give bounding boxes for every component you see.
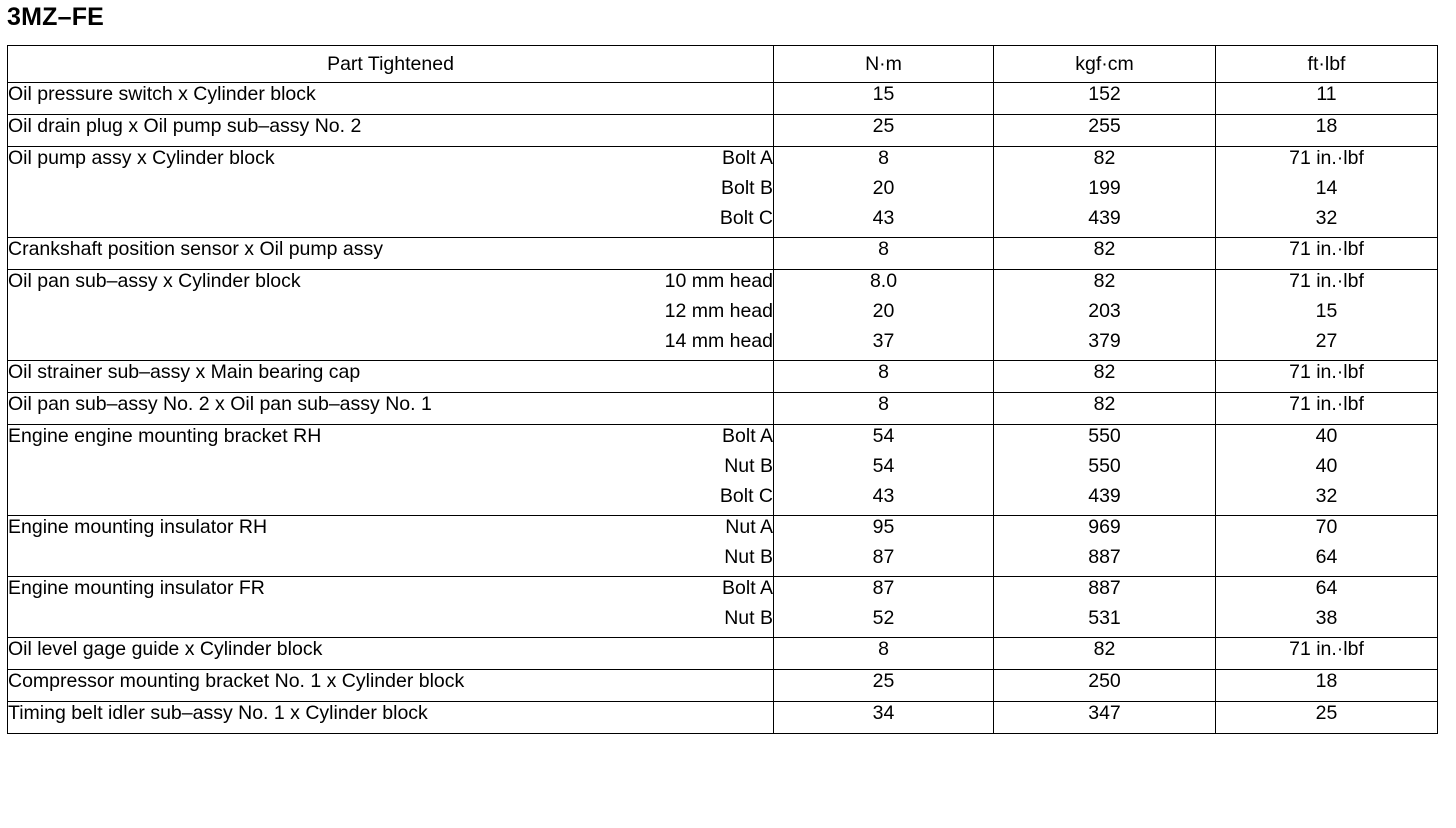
nm-cell [774, 238, 994, 270]
nm-cell [774, 425, 994, 516]
part-name: Oil strainer sub–assy x Main bearing cap [8, 361, 361, 383]
part-name: Oil level gage guide x Cylinder block [8, 638, 323, 660]
table-row [8, 702, 1438, 734]
nm-value: 15 [872, 83, 895, 105]
ftlbf-value: 32 [1315, 207, 1338, 229]
kgfcm-cell [994, 425, 1216, 516]
ftlbf-value: 32 [1315, 485, 1338, 507]
part-sub-label: Nut A [725, 516, 773, 538]
ftlbf-cell [1216, 516, 1438, 577]
kgfcm-value: 887 [1088, 546, 1121, 568]
ftlbf-value: 40 [1315, 455, 1338, 477]
torque-spec-table [7, 45, 1438, 734]
kgfcm-value: 199 [1088, 177, 1121, 199]
ftlbf-value: 18 [1315, 670, 1338, 692]
ftlbf-cell [1216, 147, 1438, 238]
part-sub-label: Bolt A [722, 425, 773, 447]
kgfcm-value: 255 [1088, 115, 1121, 137]
table-row [8, 516, 1438, 577]
nm-cell [774, 361, 994, 393]
kgfcm-value: 203 [1088, 300, 1121, 322]
part-cell [8, 83, 774, 115]
kgfcm-cell [994, 115, 1216, 147]
ftlbf-cell [1216, 115, 1438, 147]
part-name: Compressor mounting bracket No. 1 x Cylinder block [8, 670, 465, 692]
part-sub-label: 10 mm head [664, 270, 773, 292]
nm-value: 52 [872, 607, 895, 629]
header-kgfcm: kgf·cm [994, 46, 1216, 83]
nm-value: 87 [872, 577, 895, 599]
part-sub-list [665, 270, 773, 360]
kgfcm-value: 82 [1093, 638, 1116, 660]
part-sub-label: 12 mm head [664, 300, 773, 322]
part-sub-list [720, 147, 773, 237]
nm-value: 87 [872, 546, 895, 568]
nm-cell [774, 147, 994, 238]
part-cell [8, 577, 774, 638]
nm-value: 20 [872, 177, 895, 199]
part-cell [8, 270, 774, 361]
ftlbf-value: 70 [1315, 516, 1338, 538]
kgfcm-cell [994, 238, 1216, 270]
kgfcm-cell [994, 361, 1216, 393]
table-row [8, 270, 1438, 361]
ftlbf-value: 18 [1315, 115, 1338, 137]
nm-cell [774, 115, 994, 147]
kgfcm-value: 250 [1088, 670, 1121, 692]
part-sub-list [724, 516, 773, 576]
table-row [8, 670, 1438, 702]
part-sub-label: Nut B [724, 455, 773, 477]
nm-cell [774, 516, 994, 577]
kgfcm-cell [994, 393, 1216, 425]
kgfcm-value: 152 [1088, 83, 1121, 105]
part-cell [8, 638, 774, 670]
ftlbf-cell [1216, 425, 1438, 516]
kgfcm-value: 887 [1088, 577, 1121, 599]
ftlbf-value: 25 [1315, 702, 1338, 724]
kgfcm-cell [994, 83, 1216, 115]
kgfcm-cell [994, 670, 1216, 702]
kgfcm-cell [994, 577, 1216, 638]
part-name: Oil drain plug x Oil pump sub–assy No. 2 [8, 115, 362, 137]
kgfcm-value: 82 [1093, 361, 1116, 383]
ftlbf-value: 15 [1315, 300, 1338, 322]
table-row [8, 577, 1438, 638]
ftlbf-cell [1216, 238, 1438, 270]
ftlbf-value: 11 [1316, 83, 1337, 105]
part-name: Engine mounting insulator RH [8, 516, 268, 538]
kgfcm-cell [994, 638, 1216, 670]
part-cell [8, 393, 774, 425]
ftlbf-cell [1216, 361, 1438, 393]
nm-value: 25 [872, 115, 895, 137]
header-part-tightened: Part Tightened [8, 46, 774, 83]
kgfcm-value: 82 [1093, 147, 1116, 169]
table-row [8, 425, 1438, 516]
nm-cell [774, 83, 994, 115]
ftlbf-value: 40 [1315, 425, 1338, 447]
nm-value: 54 [872, 455, 895, 477]
kgfcm-value: 82 [1093, 393, 1116, 415]
ftlbf-cell [1216, 83, 1438, 115]
kgfcm-value: 550 [1088, 425, 1121, 447]
kgfcm-cell [994, 147, 1216, 238]
table-row [8, 638, 1438, 670]
part-cell [8, 516, 774, 577]
nm-value: 8 [878, 147, 889, 169]
ftlbf-value: 71 in.·lbf [1289, 270, 1364, 292]
nm-value: 8 [878, 638, 889, 660]
ftlbf-value: 27 [1315, 330, 1338, 352]
table-row [8, 115, 1438, 147]
kgfcm-value: 969 [1088, 516, 1121, 538]
part-sub-list [722, 577, 773, 637]
ftlbf-cell [1216, 702, 1438, 734]
nm-value: 34 [872, 702, 895, 724]
part-name: Oil pan sub–assy x Cylinder block [8, 270, 301, 292]
ftlbf-cell [1216, 270, 1438, 361]
part-sub-label: Bolt A [722, 147, 773, 169]
kgfcm-value: 439 [1088, 485, 1121, 507]
header-ftlbf: ft·lbf [1216, 46, 1438, 83]
ftlbf-cell [1216, 577, 1438, 638]
part-cell [8, 702, 774, 734]
kgfcm-value: 531 [1088, 607, 1121, 629]
part-sub-label: Bolt C [719, 485, 773, 507]
part-cell [8, 147, 774, 238]
table-row [8, 147, 1438, 238]
part-name: Timing belt idler sub–assy No. 1 x Cylinder block [8, 702, 428, 724]
ftlbf-cell [1216, 670, 1438, 702]
nm-cell [774, 702, 994, 734]
part-name: Oil pan sub–assy No. 2 x Oil pan sub–assy No. 1 [8, 393, 432, 415]
kgfcm-value: 347 [1088, 702, 1121, 724]
kgfcm-cell [994, 702, 1216, 734]
nm-value: 20 [872, 300, 895, 322]
nm-value: 37 [872, 330, 895, 352]
part-sub-label: Nut B [724, 546, 773, 568]
ftlbf-cell [1216, 393, 1438, 425]
part-sub-label: 14 mm head [664, 330, 773, 352]
kgfcm-value: 82 [1093, 270, 1116, 292]
nm-value: 8 [878, 361, 889, 383]
ftlbf-value: 38 [1315, 607, 1338, 629]
part-name: Oil pump assy x Cylinder block [8, 147, 275, 169]
part-cell [8, 238, 774, 270]
nm-cell [774, 638, 994, 670]
part-sub-label: Nut B [724, 607, 773, 629]
kgfcm-cell [994, 516, 1216, 577]
table-body [8, 83, 1438, 734]
ftlbf-value: 71 in.·lbf [1289, 393, 1364, 415]
table-row [8, 361, 1438, 393]
header-nm: N·m [774, 46, 994, 83]
ftlbf-value: 64 [1315, 546, 1338, 568]
table-header-row [8, 46, 1438, 83]
ftlbf-value: 64 [1315, 577, 1338, 599]
part-sub-label: Bolt A [722, 577, 773, 599]
part-name: Engine engine mounting bracket RH [8, 425, 322, 447]
part-sub-label: Bolt B [720, 177, 773, 199]
nm-value: 8 [878, 238, 889, 260]
kgfcm-value: 379 [1088, 330, 1121, 352]
ftlbf-value: 71 in.·lbf [1289, 147, 1364, 169]
nm-cell [774, 270, 994, 361]
nm-value: 8 [878, 393, 889, 415]
kgfcm-value: 550 [1088, 455, 1121, 477]
nm-value: 54 [872, 425, 895, 447]
ftlbf-cell [1216, 638, 1438, 670]
page-title: 3MZ–FE [7, 3, 105, 31]
part-cell [8, 361, 774, 393]
nm-value: 43 [872, 207, 895, 229]
nm-cell [774, 577, 994, 638]
part-name: Engine mounting insulator FR [8, 577, 265, 599]
nm-value: 25 [872, 670, 895, 692]
kgfcm-cell [994, 270, 1216, 361]
ftlbf-value: 14 [1315, 177, 1338, 199]
ftlbf-value: 71 in.·lbf [1289, 361, 1364, 383]
ftlbf-value: 71 in.·lbf [1289, 238, 1364, 260]
part-sub-list [720, 425, 773, 515]
part-name: Crankshaft position sensor x Oil pump assy [8, 238, 383, 260]
nm-value: 43 [872, 485, 895, 507]
part-name: Oil pressure switch x Cylinder block [8, 83, 316, 105]
table-row [8, 83, 1438, 115]
nm-cell [774, 393, 994, 425]
part-cell [8, 115, 774, 147]
part-cell [8, 670, 774, 702]
part-sub-label: Bolt C [719, 207, 773, 229]
nm-value: 8.0 [869, 270, 898, 292]
kgfcm-value: 82 [1093, 238, 1116, 260]
part-cell [8, 425, 774, 516]
kgfcm-value: 439 [1088, 207, 1121, 229]
nm-cell [774, 670, 994, 702]
nm-value: 95 [872, 516, 895, 538]
table-row [8, 393, 1438, 425]
ftlbf-value: 71 in.·lbf [1289, 638, 1364, 660]
table-row [8, 238, 1438, 270]
